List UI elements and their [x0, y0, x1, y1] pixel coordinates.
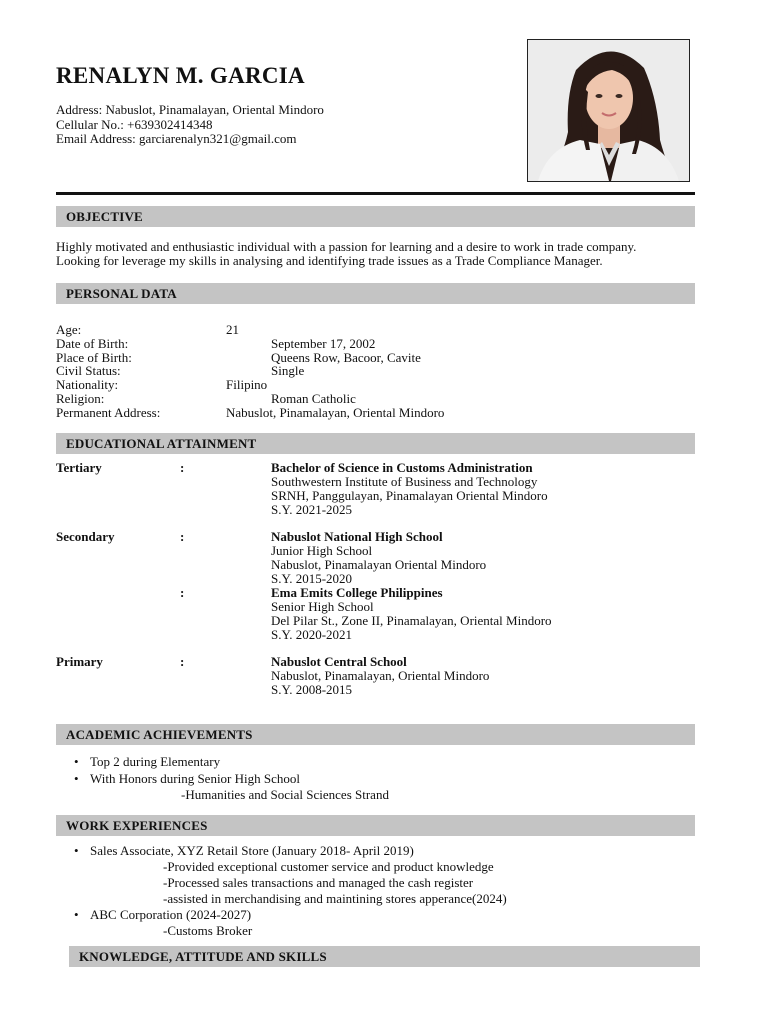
work-detail: -Processed sales transactions and managed the cash register	[163, 875, 474, 890]
education-level-secondary: Secondary	[56, 529, 115, 544]
secondary-year-1: S.Y. 2015-2020	[271, 571, 353, 586]
achievement-subitem: -Humanities and Social Sciences Strand	[181, 787, 389, 802]
secondary-school-1: Nabuslot National High School	[271, 529, 443, 544]
personal-label: Age:	[56, 322, 82, 337]
tertiary-details	[271, 461, 548, 517]
section-title: WORK EXPERIENCES	[66, 818, 208, 833]
primary-address: Nabuslot, Pinamalayan, Oriental Mindoro	[271, 668, 490, 683]
primary-year: S.Y. 2008-2015	[271, 682, 353, 697]
secondary-school-2: Ema Emits College Philippines	[271, 585, 443, 600]
secondary-details-senior	[271, 586, 552, 642]
secondary-year-2: S.Y. 2020-2021	[271, 627, 353, 642]
education-colon: :	[180, 460, 185, 475]
secondary-level-2: Senior High School	[271, 599, 374, 614]
objective-line: Highly motivated and enthusiastic individual with a passion for learning and a desire to work in trade company.	[56, 239, 637, 254]
secondary-address-2: Del Pilar St., Zone II, Pinamalayan, Oriental Mindoro	[271, 613, 552, 628]
work-item: • ABC Corporation (2024-2027)	[90, 908, 251, 922]
secondary-details-junior	[271, 530, 486, 586]
personal-value: Roman Catholic	[271, 391, 356, 406]
personal-label: Permanent Address:	[56, 405, 161, 420]
tertiary-degree: Bachelor of Science in Customs Administration	[271, 460, 533, 475]
objective-text	[56, 240, 636, 268]
email-line: Email Address: garciarenalyn321@gmail.com	[56, 131, 297, 146]
section-title: EDUCATIONAL ATTAINMENT	[66, 436, 257, 451]
applicant-name: RENALYN M. GARCIA	[56, 63, 305, 88]
section-title: ACADEMIC ACHIEVEMENTS	[66, 727, 253, 742]
work-detail: -Customs Broker	[163, 923, 253, 938]
profile-photo	[527, 39, 690, 182]
personal-value: Queens Row, Bacoor, Cavite	[271, 350, 421, 365]
section-education-header	[56, 433, 695, 454]
section-title: KNOWLEDGE, ATTITUDE AND SKILLS	[79, 949, 327, 964]
tertiary-school: Southwestern Institute of Business and Technology	[271, 474, 538, 489]
personal-value: Filipino	[226, 377, 268, 392]
personal-value: Nabuslot, Pinamalayan, Oriental Mindoro	[226, 405, 445, 420]
personal-value: 21	[226, 322, 239, 337]
tertiary-address: SRNH, Panggulayan, Pinamalayan Oriental Mindoro	[271, 488, 548, 503]
objective-line: Looking for leverage my skills in analysing and identifying trade issues as a Trade Compliance Manager.	[56, 253, 603, 268]
personal-label: Nationality:	[56, 377, 119, 392]
secondary-level-1: Junior High School	[271, 543, 373, 558]
cellular-line: Cellular No.: +639302414348	[56, 116, 213, 132]
personal-value: Single	[271, 363, 305, 378]
personal-label: Civil Status:	[56, 363, 121, 378]
personal-label: Place of Birth:	[56, 350, 132, 365]
section-achievements-header	[56, 724, 695, 745]
education-level-tertiary: Tertiary	[56, 460, 102, 475]
tertiary-year: S.Y. 2021-2025	[271, 502, 353, 517]
contact-block	[56, 103, 324, 147]
section-objective-header	[56, 206, 695, 227]
personal-value: September 17, 2002	[271, 336, 376, 351]
education-colon: :	[180, 654, 185, 669]
primary-school: Nabuslot Central School	[271, 654, 407, 669]
work-detail: -Provided exceptional customer service and product knowledge	[163, 859, 494, 874]
section-skills-header	[69, 946, 700, 967]
primary-details	[271, 655, 489, 697]
secondary-address-1: Nabuslot, Pinamalayan Oriental Mindoro	[271, 557, 487, 572]
section-title: OBJECTIVE	[66, 209, 143, 224]
section-work-header	[56, 815, 695, 836]
personal-label: Religion:	[56, 391, 105, 406]
education-colon: :	[180, 529, 185, 544]
education-colon: :	[180, 585, 185, 600]
header-divider	[56, 192, 695, 195]
education-level-primary: Primary	[56, 654, 103, 669]
achievement-item: • With Honors during Senior High School	[90, 772, 300, 786]
address-line: Address: Nabuslot, Pinamalayan, Oriental Mindoro	[56, 102, 324, 117]
work-item: • Sales Associate, XYZ Retail Store (January 2018- April 2019)	[90, 844, 414, 858]
achievement-item: • Top 2 during Elementary	[90, 755, 220, 769]
section-title: PERSONAL DATA	[66, 286, 177, 301]
section-personal-data-header	[56, 283, 695, 304]
work-detail: -assisted in merchandising and maintining stores apperance(2024)	[163, 891, 507, 906]
portrait-illustration	[528, 40, 689, 181]
personal-label: Date of Birth:	[56, 336, 129, 351]
